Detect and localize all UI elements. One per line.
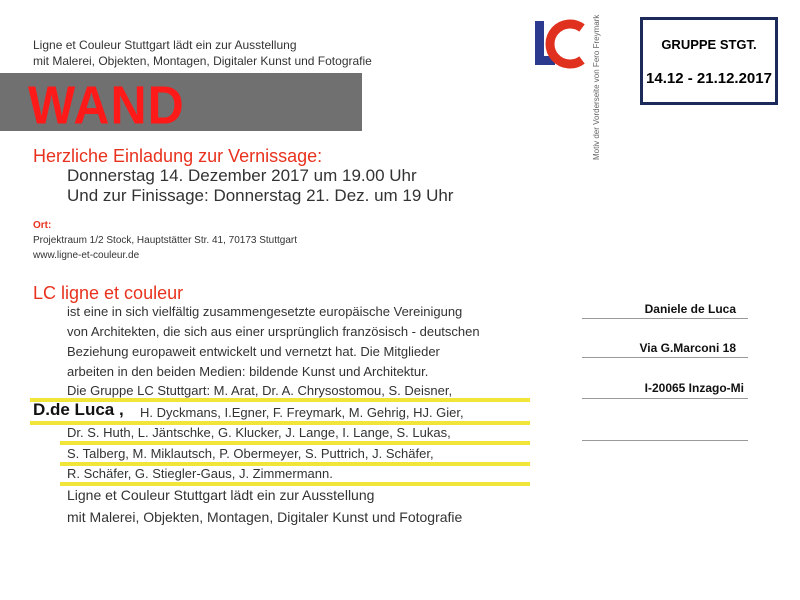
- page-title: WAND: [28, 74, 185, 136]
- about-heading: LC ligne et couleur: [33, 283, 184, 303]
- location-address: Projektraum 1/2 Stock, Hauptstätter Str. 41, 70173 Stuttgart: [33, 235, 298, 246]
- intro-line-2: mit Malerei, Objekten, Montagen, Digitaler Kunst und Fotografie: [33, 54, 372, 68]
- address-rule: [582, 357, 748, 358]
- address-rule: [582, 440, 748, 441]
- address-rule: [582, 318, 748, 319]
- recipient-street: Via G.Marconi 18: [639, 341, 736, 355]
- recipient-name: Daniele de Luca: [644, 302, 736, 316]
- members-intro: Die Gruppe LC Stuttgart: M. Arat, Dr. A. Chrysostomou, S. Deisner,: [67, 383, 453, 398]
- location-url[interactable]: www.ligne-et-couleur.de: [33, 250, 140, 261]
- invitation-heading: Herzliche Einladung zur Vernissage:: [33, 146, 323, 166]
- members-line: H. Dyckmans, I.Egner, F. Freymark, M. Gehrig, HJ. Gier,: [140, 405, 464, 420]
- box-dates: 14.12 - 21.12.2017: [646, 70, 772, 87]
- box-title: GRUPPE STGT.: [661, 37, 757, 52]
- about-line: arbeiten in den beiden Medien: bildende Kunst und Architektur.: [67, 364, 429, 379]
- closing-line-1: Ligne et Couleur Stuttgart lädt ein zur Ausstellung: [67, 487, 375, 503]
- address-rule: [582, 398, 748, 399]
- highlighted-member: D.de Luca ,: [33, 400, 124, 419]
- closing-line-2: mit Malerei, Objekten, Montagen, Digitaler Kunst und Fotografie: [67, 509, 463, 525]
- location-label: Ort:: [33, 220, 52, 231]
- about-line: ist eine in sich vielfältig zusammengesetzte europäische Vereinigung: [67, 304, 463, 319]
- group-date-box: [640, 17, 778, 105]
- vertical-caption: Motiv der Vorderseite von Fero Freymark: [592, 14, 601, 160]
- vernissage-date: Donnerstag 14. Dezember 2017 um 19.00 Uhr: [67, 166, 417, 185]
- intro-line-1: Ligne et Couleur Stuttgart lädt ein zur Ausstellung: [33, 38, 297, 52]
- finissage-date: Und zur Finissage: Donnerstag 21. Dez. um 19 Uhr: [67, 186, 454, 205]
- members-line: Dr. S. Huth, L. Jäntschke, G. Klucker, J. Lange, I. Lange, S. Lukas,: [67, 425, 451, 440]
- about-line: von Architekten, die sich aus einer ursprünglich französisch - deutschen: [67, 324, 480, 339]
- members-line: S. Talberg, M. Miklautsch, P. Obermeyer, S. Puttrich, J. Schäfer,: [67, 446, 434, 461]
- recipient-city: I-20065 Inzago-Mi: [644, 381, 744, 395]
- about-line: Beziehung europaweit entwickelt und vernetzt hat. Die Mitglieder: [67, 344, 440, 359]
- lc-logo: [532, 18, 588, 70]
- members-line: R. Schäfer, G. Stiegler-Gaus, J. Zimmermann.: [67, 466, 333, 481]
